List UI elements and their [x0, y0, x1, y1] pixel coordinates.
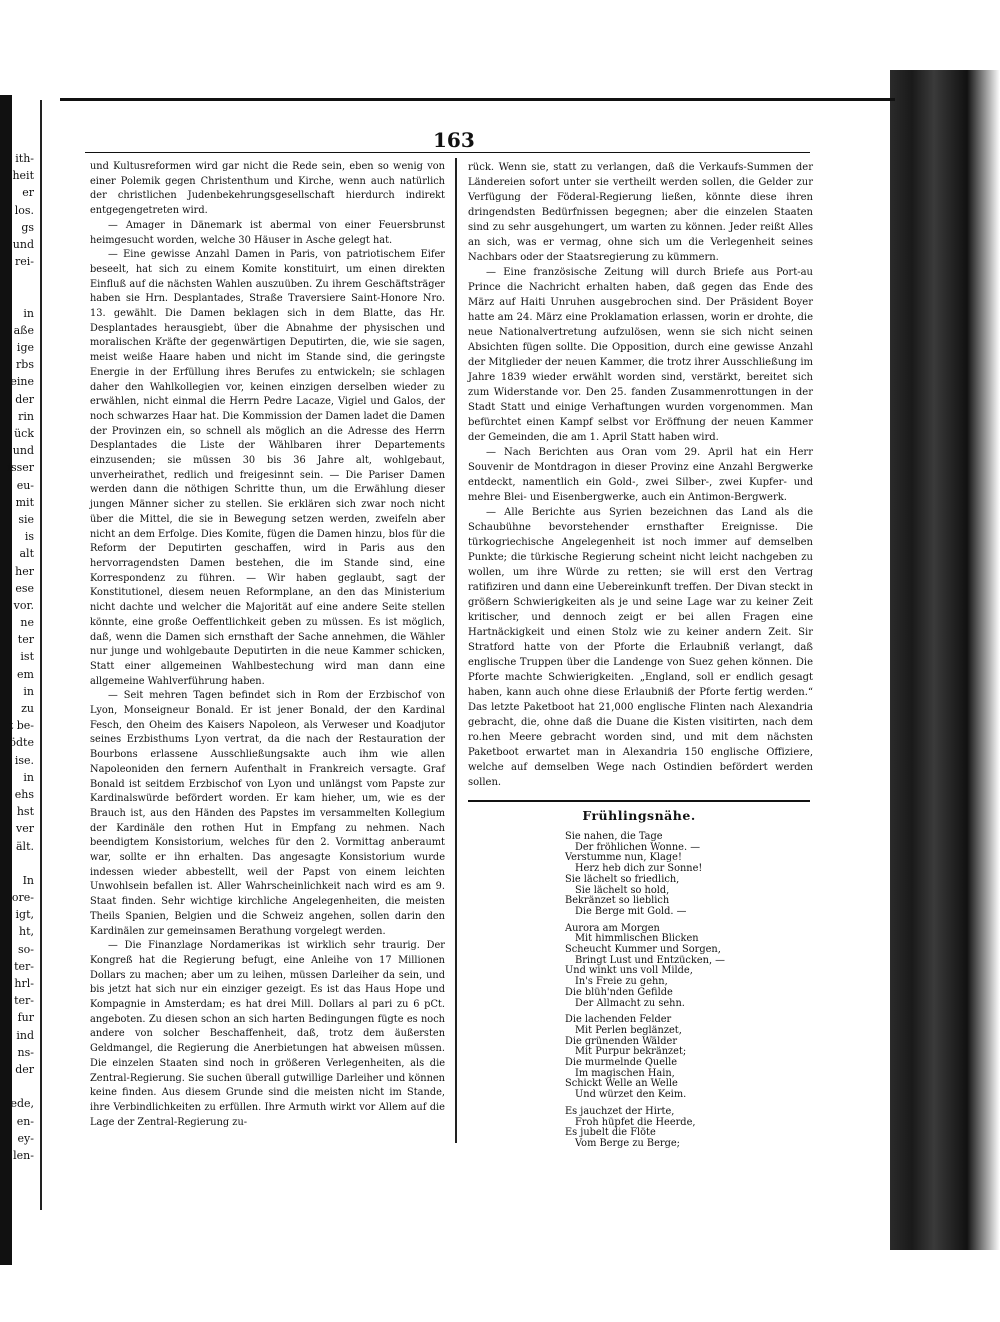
margin-fragment: ne [20, 616, 34, 630]
poem-line: Froh hüpfet die Heerde, [575, 1116, 696, 1128]
margin-fragment: in [23, 306, 34, 320]
margin-fragment: hst [16, 805, 34, 819]
margin-fragment: der [15, 392, 34, 406]
poem-line: Herz heb dich zur Sonne! [575, 863, 703, 875]
margin-fragment: gs [21, 220, 34, 234]
margin-fragment: ter [17, 633, 34, 647]
article-paragraph: rück. Wenn sie, statt zu verlangen, daß die Verkaufs-Summen der Ländereien sofort unter sie vertheilt werden sollen, die Gelder zur Verfügung der Föderal-Regierung ließen, könnte diese ihren dringendsten Bedürfnissen begegnen; aber die einzelen Staaten sind zu sehr ausgehungert, um warten zu können. Jeder reißt Alles an sich, was er vermag, ohne sich um die Verlegenheit seines Nachbars oder der Staatsregierung zu kümmern. [468, 162, 813, 263]
poem-line: Verstumme nun, Klage! [565, 852, 682, 864]
poem-line: Die Berge mit Gold. — [575, 905, 687, 917]
margin-fragment: heit [12, 169, 34, 183]
margin-fragment: rbs [16, 358, 34, 372]
poem-line: Der fröhlichen Wonne. — [575, 841, 700, 853]
margin-fragment: mit [15, 495, 34, 509]
margin-fragment: ise. [14, 753, 34, 767]
margin-fragment: rin [18, 409, 34, 423]
margin-fragment: und [12, 444, 34, 458]
poem-line: Vom Berge zu Berge; [575, 1137, 680, 1149]
margin-fragment: so- [18, 942, 34, 956]
left-column [90, 160, 445, 1130]
poem-stanza [565, 832, 805, 918]
page-top-rule [60, 98, 895, 101]
margin-fragment: in [23, 684, 34, 698]
article-paragraph: — Eine gewisse Anzahl Damen in Paris, von patriotischem Eifer beseelt, hat sich zu einem Komite konstituirt, um einen direkten Einfluß auf die nächsten Wahlen auszuüben. Zu ihrem Geschäftsträger haben sie Hrn. Desplantades, Straße Traversiere Saint-Honore Nro. 13. gewählt. Die Damen beklagen sich in dem Blatte, das Hr. Desplantades herausgiebt, über die Abnahme der physischen und moralischen Kräfte der gegenwärtigen Deputirten, die, wie sie sagen, meist weiße Haare haben und nicht im Stande sind, die geringste Energie in der Erfüllung ihres Berufes zu entwickeln; sie schlagen daher den Wahlkollegien vor, keinen einzigen derselben wieder zu erwählen, nicht einmal die Herrn Pedre Lacaze, Vigiel und Galos, der noch schwarzes Haar hat. Die Kommission der Damen ladet die Damen der Provinzen ein, so schnell als möglich an die Adresse des Herrn Desplantades die Liste der Wählbaren ihrer Departements einzusenden; sie müssen 30 bis 36 Jahre alt, wohlgebaut, unverheirathet, redlich und freigesinnt sein. — Die Pariser Damen werden dann die nöthigen Schritte thun, um die Erwählung dieser jungen Männer sicher zu stellen. Sie erklären sich zwar noch nicht über die Mittel, die sie in Bewegung setzen werden, zweifeln aber nicht an dem Erfolge. Dies Komite, fügen die Damen hinzu, blos für die Reform der Deputirten geschaffen, wird in Paris aus den hervorragendsten Damen bestehen, die im Stande sind, eine Korrespondenz zu führen. — Wir haben geglaubt, sagt der Konstitutionel, diesem neuen Reformplane, an den das Ministerium nicht dachte und welcher die Majorität auf eine andere Seite stellen könnte, eine große Oeffentlichkeit geben zu müssen. Es ist möglich, daß, wenn die Damen sich ernsthaft der Sache annehmen, die Wähler nur junge und wohlgebaute Deputirten in die neue Kammer schicken, Statt einer allgemeinen Wahlbestechung wird man dann eine allgemeine Wahlverführung haben. [90, 249, 445, 687]
margin-fragment: ige [16, 341, 34, 355]
margin-fragment: igt, [15, 908, 34, 922]
poem-line: Mit Purpur bekränzet; [575, 1046, 687, 1058]
margin-fragment: is [24, 530, 34, 544]
article-paragraph: — Alle Berichte aus Syrien bezeichnen das Land als die Schaubühne bevorstehender ernsthafter Ereignisse. Die türkogriechische Angelegenheit ist noch immer auf demselben Punkte; die türkische Regierung scheint nicht leicht nachgeben zu wollen, um ihre Würde zu retten; sie will erst den Vertrag ratifiziren und dann eine Uebereinkunft treffen. Der Divan steckt in größern Schwierigkeiten als je und seine Lage war zu keiner Zeit kritischer, und dennoch zeigt er bei allen Fragen eine Hartnäckigkeit und einen Stolz wie zu keiner andern Zeit. Sir Stratford hatte von der Pforte die Erlaubniß verlangt, daß englische Truppen über die Landenge von Suez gehen können. Die Pforte machte Schwierigkeiten. „England, soll er endlich gesagt haben, kann auch ohne diese Erlaubniß der Pforte fertig werden.“ Das letzte Paketboot hat 21,000 englische Flinten nach Alexandria gebracht, die, ohne daß die Duane die Kisten visitirten, nach dem ro.hen Meere gebracht worden sind, und mit dem nächsten Paketboot erwartet man in Alexandria 150 englische Offiziere, welche auf demselben Wege nach Ostindien befördert werden sollen. [468, 507, 813, 788]
margin-fragment: ält. [16, 839, 34, 853]
previous-page-margin-fragments [0, 150, 34, 1164]
poem-stanza [565, 924, 805, 1010]
margin-fragment: em [17, 667, 34, 681]
poem-line: Scheucht Kummer und Sorgen, [565, 944, 721, 956]
article-paragraph: — Die Finanzlage Nordamerikas ist wirklich sehr traurig. Der Kongreß hat die Regierung befugt, eine Anleihe von 17 Millionen Dollars zu machen; aber um zu leihen, müssen Darleiher da sein, und bis jetzt hat sich nur ein einziger gezeigt. Es ist das Haus Hope und Kompagnie in Amsterdam; es hat drei Mill. Dollars al pari zu 6 pCt. angeboten. Zu diesen schon an sich harten Bedingungen fügte es noch andere von solcher Beschaffenheit, daß, trotz dem äußersten Geldmangel, die Regierung die Anerbietungen hat abweisen müssen. Die einzelen Staaten sind noch in größeren Verlegenheiten, als die Zentral-Regierung. Sie suchen überall gutwillige Darleiher und können keine finden. Aus diesem Grunde sind die meisten nicht im Stande, ihre Verbindlichkeiten zu erfüllen. Ihre Armuth wirkt vor Allem auf die Lage der Zentral-Regierung zu- [90, 940, 445, 1128]
margin-fragment: ns- [17, 1045, 34, 1059]
margin-fragment: ter- [14, 959, 34, 973]
margin-fragment: t be- [8, 719, 34, 733]
article-paragraph: — Nach Berichten aus Oran vom 29. April hat ein Herr Souvenir de Montdragon in dieser Provinz eine Anzahl Bergwerke entdeckt, namentlich ein Gold-, zwei Silber-, zwei Kupfer- und mehre Blei- und Eisenbergwerke, auch ein Antimon-Bergwerk. [468, 447, 813, 503]
margin-fragment: ück [14, 427, 34, 440]
poem-line: Aurora am Morgen [565, 922, 660, 934]
poem-line: Es jauchzet der Hirte, [565, 1105, 675, 1117]
column-divider [455, 158, 457, 1143]
margin-fragment: len- [13, 1148, 34, 1162]
poem-line: In's Freie zu gehn, [575, 976, 668, 988]
margin-fragment: alt [19, 547, 34, 561]
poem-line: Es jubelt die Flöte [565, 1127, 656, 1139]
poem-line: Die murmelnde Quelle [565, 1057, 678, 1069]
margin-fragment: zu [21, 702, 34, 715]
margin-fragment: ith- [15, 152, 34, 165]
margin-fragment [0, 855, 34, 872]
margin-fragment: ver [16, 822, 34, 836]
poem-line: Sie lächelt so hold, [575, 884, 670, 896]
header-rule [85, 152, 810, 153]
previous-page-edge-rule [40, 100, 42, 1210]
poem-line: Die lachenden Felder [565, 1014, 672, 1026]
right-book-edge [890, 70, 1000, 1250]
poem-line: Und winkt uns voll Milde, [565, 965, 693, 977]
margin-fragment: ödte [9, 736, 34, 750]
page-number: 163 [433, 128, 475, 152]
margin-fragment [0, 270, 34, 287]
poem-separator-rule [468, 800, 810, 802]
margin-fragment: her [15, 564, 34, 578]
margin-fragment: fur [17, 1011, 34, 1025]
margin-fragment: ese [15, 581, 34, 595]
margin-fragment: rei- [14, 255, 34, 269]
poem-line: Die blüh'nden Gefilde [565, 986, 673, 998]
poem-line: Mit himmlischen Blicken [575, 933, 699, 945]
margin-fragment: hrl- [14, 977, 34, 990]
margin-fragment: ey- [17, 1131, 34, 1145]
right-column [468, 160, 813, 790]
poem-body [565, 832, 805, 1156]
margin-fragment: ter- [14, 994, 34, 1008]
margin-fragment: en- [16, 1114, 34, 1128]
poem-stanza [565, 1015, 805, 1101]
poem-line: Und würzet den Keim. [575, 1089, 687, 1101]
article-paragraph: — Amager in Dänemark ist abermal von einer Feuersbrunst heimgesucht worden, welche 30 Häuser in Asche gelegt hat. [90, 219, 445, 246]
margin-fragment: vor. [13, 598, 34, 612]
page-top-border [0, 0, 1000, 70]
margin-fragment: der [15, 1062, 34, 1076]
margin-fragment: aße [13, 323, 34, 337]
poem-line: Schickt Welle an Welle [565, 1078, 678, 1090]
article-paragraph: und Kultusreformen wird gar nicht die Rede sein, eben so wenig von einer Polemik gegen Christenthum und Kirche, wenn auch natürlich der christlichen Judenbekehrungsgesellschaft hierdurch indirekt entgegengetreten wird. [90, 161, 445, 217]
margin-fragment: er [22, 186, 34, 200]
margin-fragment: isser [7, 461, 34, 475]
margin-fragment: ehs [14, 787, 34, 801]
margin-fragment: in [23, 770, 34, 784]
margin-fragment: und [12, 237, 34, 251]
margin-fragment [0, 288, 34, 305]
margin-fragment: ore- [11, 891, 34, 905]
margin-fragment: ind [16, 1028, 34, 1042]
margin-fragment: ht, [18, 925, 34, 939]
poem-line: Mit Perlen beglänzet, [575, 1024, 682, 1036]
poem-stanza [565, 1107, 805, 1150]
poem-line: Sie lächelt so friedlich, [565, 873, 680, 885]
poem-title: Frühlingsnähe. [582, 808, 696, 823]
poem-line: Der Allmacht zu sehn. [575, 997, 685, 1009]
article-paragraph: — Seit mehren Tagen befindet sich in Rom der Erzbischof von Lyon, Monseigneur Bonald. Er ist jener Bonald, der den Kardinal Fesch, den Oheim des Kaisers Napoleon, als Verweser und Koadjutor seines Erzbisthums Lyon vertrat, da die nach der Restauration der Bourbons erlassene Ausschließungsakte auch ihm wie allen Napoleoniden den fernern Aufenthalt in Frankreich versagte. Graf Bonald ist seitdem Erzbischof von Lyon und unlängst vom Papste zur Kardinalswürde befördert worden. Er kam hieher, um, wie es der Brauch ist, aus den Händen des Papstes im versammelten Kollegium der Kardinäle den rothen Hut in Empfang zu nehmen. Nach beendigtem Konsistorium, welches für den 2. Vormittag anberaumt war, sollte er ihn erhalten. Das angesagte Konsistorium wurde indessen wieder abbestellt, weil der Papst von einem leichten Unwohlsein befallen ist. Aller Wahrscheinlichkeit nach wird es am 9. Staat finden. Sehr wichtige kirchliche Angelegenheiten, die meisten Theils Spanien, Belgien und die Schweiz angehen, sollen darin den Kardinälen zur gemeinsamen Berathung vorgelegt werden. [90, 690, 445, 937]
margin-fragment: ede, [10, 1097, 34, 1111]
margin-fragment: In [22, 873, 34, 887]
poem-line: Bringt Lust und Entzücken, — [575, 954, 725, 966]
poem-line: Die grünenden Wälder [565, 1035, 678, 1047]
margin-fragment: ist [20, 650, 34, 664]
margin-fragment: eine [10, 375, 34, 389]
article-paragraph: — Eine französische Zeitung will durch Briefe aus Port-au Prince die Nachricht erhalten haben, daß gegen das Ende des März auf Haiti Unruhen ausgebrochen sind. Der Präsident Boyer hatte am 24. März eine Proklamation erlassen, worin er drohte, die neue Nationalvertretung aufzulösen, wenn sie sich nicht seinen Absichten fügen sollte. Die Opposition, durch eine gewisse Anzahl der Mitglieder der neuen Kammer, die trotz ihrer Ausschließung im Jahre 1839 wieder erwählt worden sind, verstärkt, bereitet sich zum Widerstande vor. Den 25. fanden Zusammenrottungen in der Stadt Statt und einige Verhaftungen wurden vorgenommen. Man befürchtet einen Kampf selbst vor Eröffnung der neuen Kammer der Gemeinden, die am 1. April Statt haben wird. [468, 267, 813, 443]
poem-line: Im magischen Hain, [575, 1067, 675, 1079]
poem-line: Bekränzet so lieblich [565, 895, 670, 907]
margin-fragment: eu- [16, 478, 34, 492]
margin-fragment: los. [14, 203, 34, 217]
margin-fragment [0, 1078, 34, 1095]
margin-fragment: sie [18, 512, 34, 526]
poem-line: Sie nahen, die Tage [565, 831, 663, 842]
